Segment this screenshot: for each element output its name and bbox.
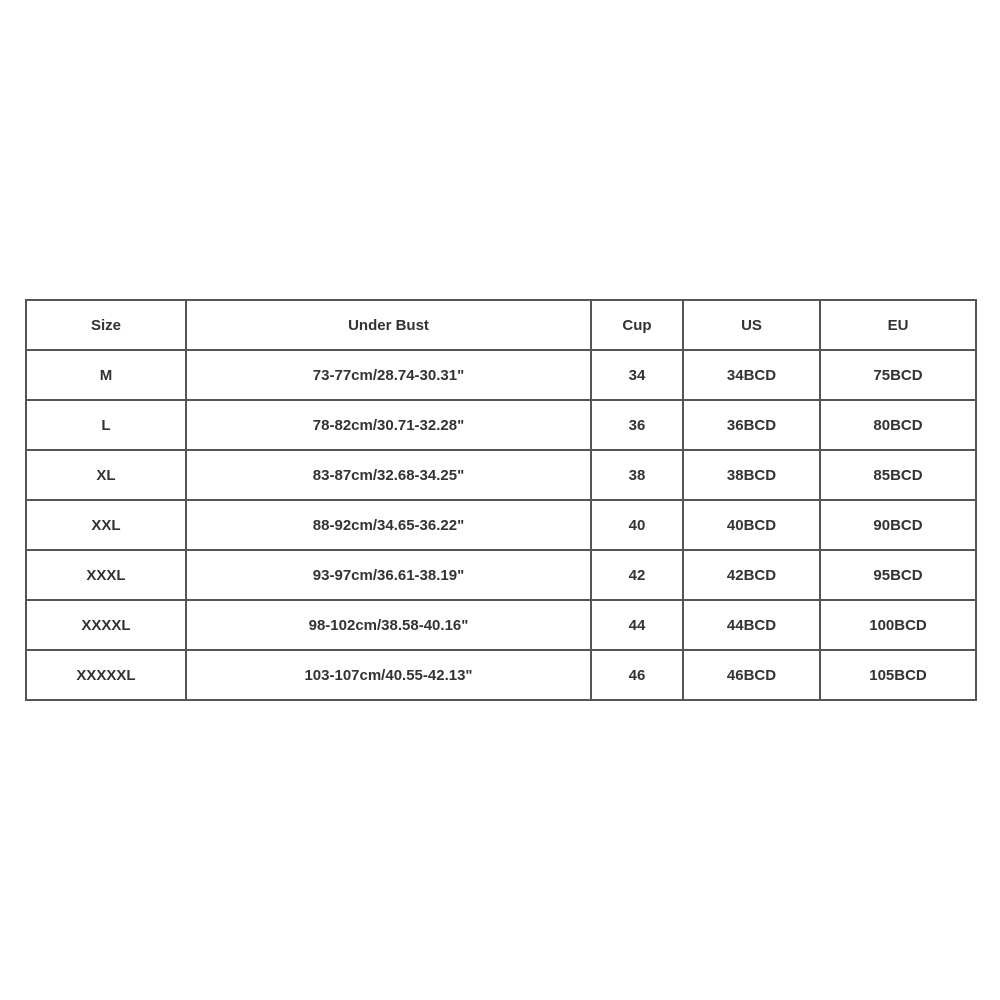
cell-us: 40BCD bbox=[683, 500, 820, 550]
size-chart-table bbox=[25, 299, 977, 701]
header-us: US bbox=[683, 300, 820, 350]
cell-eu: 100BCD bbox=[820, 600, 976, 650]
table-row bbox=[26, 450, 976, 500]
cell-under-bust: 88-92cm/34.65-36.22" bbox=[186, 500, 591, 550]
cell-under-bust: 78-82cm/30.71-32.28" bbox=[186, 400, 591, 450]
table-row bbox=[26, 600, 976, 650]
header-size: Size bbox=[26, 300, 186, 350]
table-row bbox=[26, 500, 976, 550]
cell-size: XXXL bbox=[26, 550, 186, 600]
cell-eu: 75BCD bbox=[820, 350, 976, 400]
table-row bbox=[26, 350, 976, 400]
cell-us: 36BCD bbox=[683, 400, 820, 450]
cell-under-bust: 98-102cm/38.58-40.16" bbox=[186, 600, 591, 650]
table-row bbox=[26, 400, 976, 450]
cell-us: 46BCD bbox=[683, 650, 820, 700]
cell-size: XXXXXL bbox=[26, 650, 186, 700]
cell-under-bust: 73-77cm/28.74-30.31" bbox=[186, 350, 591, 400]
cell-eu: 105BCD bbox=[820, 650, 976, 700]
cell-size: M bbox=[26, 350, 186, 400]
cell-eu: 80BCD bbox=[820, 400, 976, 450]
table-row bbox=[26, 650, 976, 700]
cell-size: XXXXL bbox=[26, 600, 186, 650]
header-eu: EU bbox=[820, 300, 976, 350]
cell-size: L bbox=[26, 400, 186, 450]
cell-cup: 44 bbox=[591, 600, 683, 650]
table-header-row bbox=[26, 300, 976, 350]
table-row bbox=[26, 550, 976, 600]
cell-cup: 42 bbox=[591, 550, 683, 600]
cell-cup: 34 bbox=[591, 350, 683, 400]
cell-under-bust: 93-97cm/36.61-38.19" bbox=[186, 550, 591, 600]
cell-us: 44BCD bbox=[683, 600, 820, 650]
cell-cup: 46 bbox=[591, 650, 683, 700]
cell-us: 38BCD bbox=[683, 450, 820, 500]
header-cup: Cup bbox=[591, 300, 683, 350]
cell-cup: 40 bbox=[591, 500, 683, 550]
cell-size: XXL bbox=[26, 500, 186, 550]
cell-eu: 90BCD bbox=[820, 500, 976, 550]
cell-under-bust: 83-87cm/32.68-34.25" bbox=[186, 450, 591, 500]
cell-us: 42BCD bbox=[683, 550, 820, 600]
cell-us: 34BCD bbox=[683, 350, 820, 400]
cell-cup: 36 bbox=[591, 400, 683, 450]
cell-eu: 95BCD bbox=[820, 550, 976, 600]
cell-size: XL bbox=[26, 450, 186, 500]
cell-cup: 38 bbox=[591, 450, 683, 500]
cell-eu: 85BCD bbox=[820, 450, 976, 500]
cell-under-bust: 103-107cm/40.55-42.13" bbox=[186, 650, 591, 700]
header-under-bust: Under Bust bbox=[186, 300, 591, 350]
